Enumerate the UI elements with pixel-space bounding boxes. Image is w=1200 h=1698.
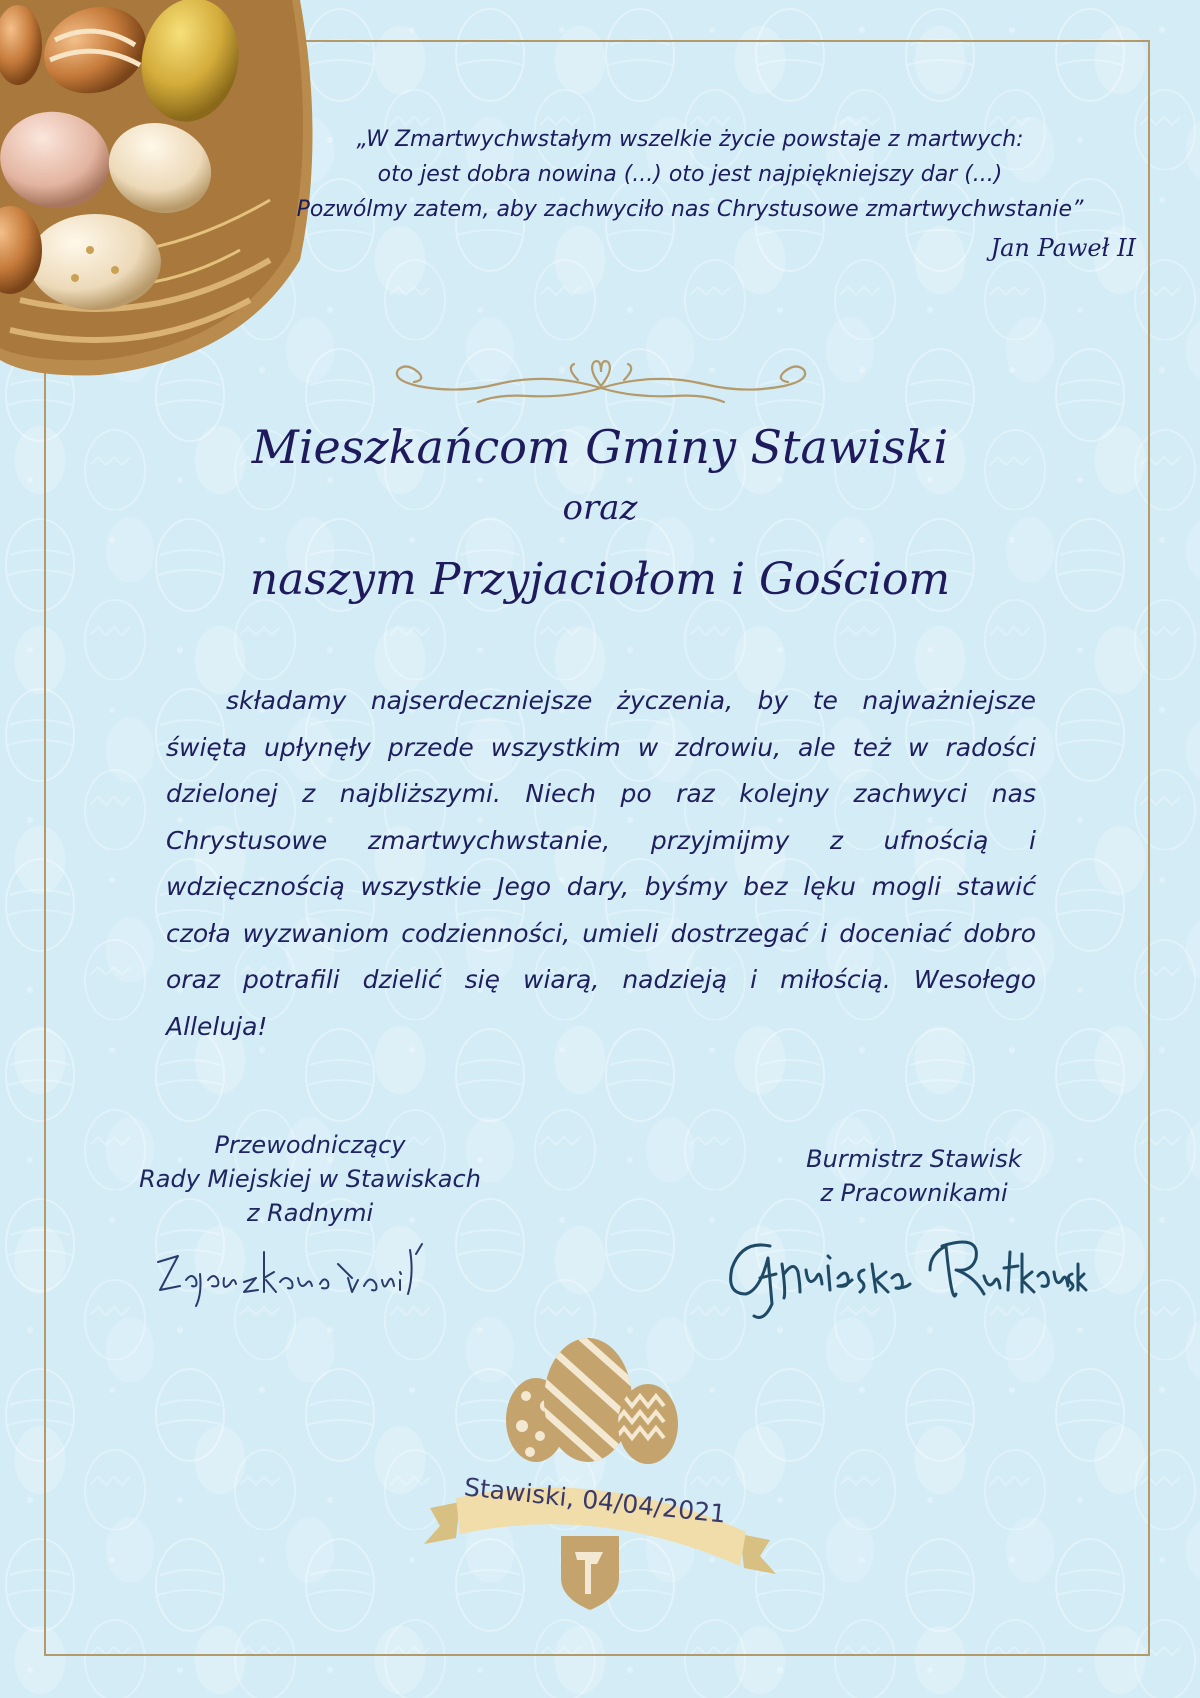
signatory-right-line-2: z Pracownikami: [820, 1179, 1008, 1207]
signatory-left: [130, 1128, 490, 1230]
handwritten-signature-left: [152, 1234, 452, 1314]
easter-egg-basket-image: [0, 0, 320, 380]
decorative-easter-eggs-icon: [478, 1336, 700, 1476]
signatory-right: [764, 1142, 1064, 1210]
heading-line-2: oraz: [562, 488, 638, 528]
gold-flourish-ornament: [378, 358, 824, 410]
date-place-label: Stawiski, 04/04/2021: [462, 1472, 728, 1529]
greeting-body-text: składamy najserdeczniejsze życzenia, by te najważniejsze święta upłynęły przede wszystkim w zdrowiu, ale też w radości dzielonej z najbliższymi. Niech po raz kolejny zachwyci nas Chrystusowe zmartwychwstanie, przyjmijmy z ufnością i wdzięcznością wszystkie Jego dary, byśmy bez lęku mogli stawić czoła wyzwaniom codzienności, umieli dostrzegać i doceniać dobro oraz potrafili dzielić się wiarą, nadzieją i miłością. Wesołego Alleluja!: [166, 686, 1036, 1041]
handwritten-signature-right: [720, 1224, 1090, 1324]
signatory-left-line-1: Przewodniczący: [214, 1131, 406, 1159]
quote-line-3: Pozwólmy zatem, aby zachwyciło nas Chrystusowe zmartwychwstanie”: [296, 197, 1084, 222]
municipal-coat-of-arms-icon: [557, 1532, 623, 1612]
heading-line-3: naszym Przyjaciołom i Gościom: [249, 554, 951, 605]
quote-block: [290, 122, 1090, 227]
quote-line-2: oto jest dobra nowina (...) oto jest najpiękniejszy dar (...): [377, 162, 1003, 187]
signatory-left-line-3: z Radnymi: [246, 1199, 374, 1227]
quote-author: Jan Paweł II: [990, 234, 1136, 262]
signatory-right-line-1: Burmistrz Stawisk: [806, 1145, 1022, 1173]
quote-line-1: „W Zmartwychwstałym wszelkie życie powstaje z martwych:: [356, 127, 1024, 152]
signatory-left-line-2: Rady Miejskiej w Stawiskach: [139, 1165, 481, 1193]
heading-line-1: Mieszkańcom Gminy Stawiski: [251, 420, 949, 474]
